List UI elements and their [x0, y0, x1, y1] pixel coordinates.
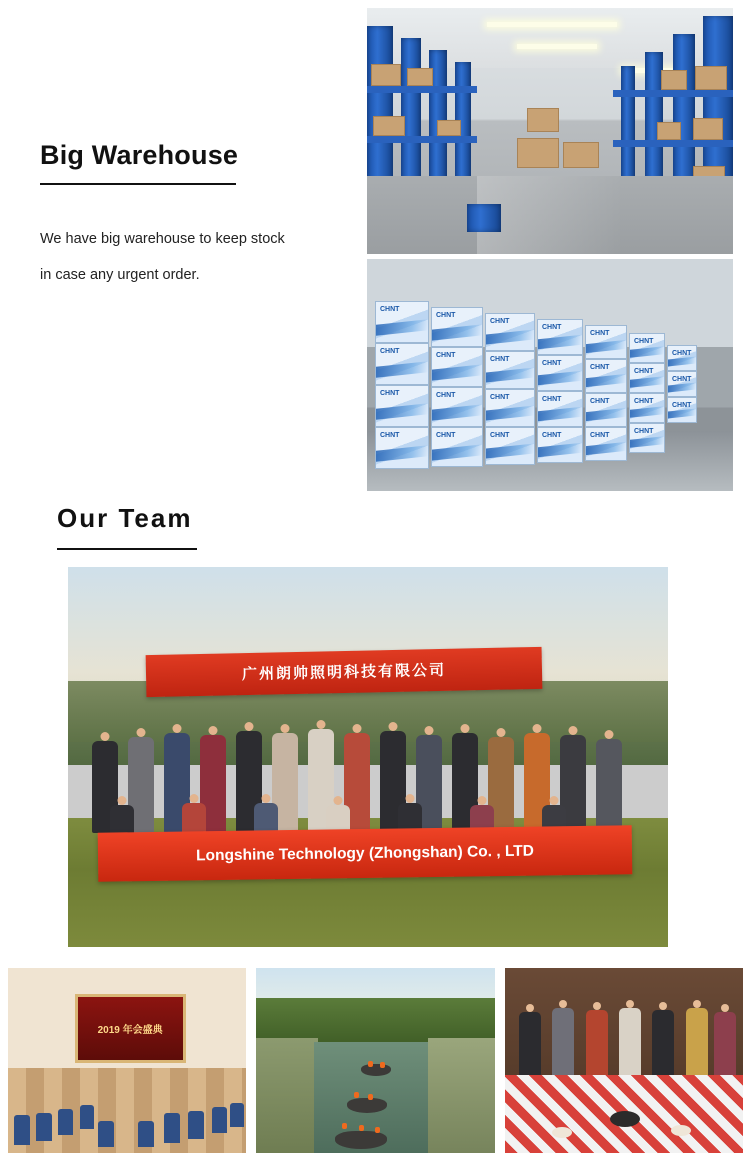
- stage-banner-text: 2019 年会盛典: [97, 1024, 163, 1036]
- team-dinner-photo: [505, 968, 743, 1153]
- section-title-underline: [57, 548, 197, 550]
- boat-trip-photo: [256, 968, 494, 1153]
- banner-company-name: Longshine Technology (Zhongshan) Co. , LTD: [98, 825, 633, 882]
- team-activity-photo-row: [8, 968, 743, 1153]
- team-group-photo: [68, 567, 668, 947]
- warehouse-racking-photo: [367, 8, 733, 254]
- warehouse-text-block: [40, 140, 360, 294]
- warehouse-cartons-photo: [367, 259, 733, 491]
- big-warehouse-section: [0, 0, 750, 500]
- page-title: Big Warehouse: [40, 140, 239, 170]
- warehouse-photo-column: [367, 8, 733, 491]
- section-title: Our Team: [57, 503, 193, 533]
- warehouse-description: [40, 221, 350, 294]
- title-underline: [40, 183, 236, 185]
- annual-meeting-photo: [8, 968, 246, 1153]
- team-heading-block: [57, 503, 197, 550]
- banner-chinese-text: 广州朗帅照明科技有限公司: [146, 646, 543, 696]
- warehouse-description-line-2: in case any urgent order.: [40, 267, 200, 284]
- warehouse-description-line-1: We have big warehouse to keep stock: [40, 231, 285, 247]
